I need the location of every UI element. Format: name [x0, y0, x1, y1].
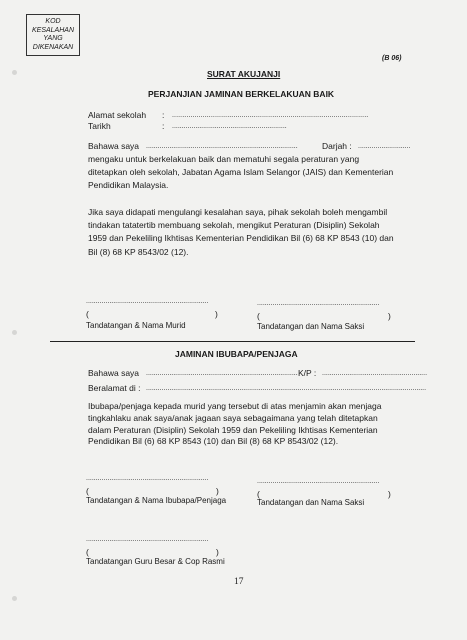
sig-murid-line[interactable]: ............................................................... [86, 298, 209, 305]
sig-saksi-line[interactable]: ............................................................... [257, 300, 380, 307]
sig-ibubapa-open-paren: ( [86, 486, 89, 496]
sig-saksi2-close-paren: ) [388, 489, 391, 499]
tarikh-label: Tarikh [88, 121, 111, 131]
sig-saksi-close-paren: ) [388, 311, 391, 321]
jaminan-paragraph [88, 401, 381, 448]
sig-guru-close-paren: ) [216, 547, 219, 557]
binder-hole [12, 70, 17, 75]
section-divider [50, 341, 415, 342]
bahawa-saya-label-2: Bahawa saya [88, 368, 140, 378]
nama-murid-field[interactable]: .............................................................................. [146, 143, 298, 150]
paragraph-line: Jika saya didapati mengulangi kesalahan saya, pihak sekolah boleh mengambil [88, 207, 388, 217]
kod-box-line: DIKENAKAN [32, 43, 74, 51]
paragraph-line: Pendidikan Bil (6) 68 KP 8543 (10) dan Bil (8) 68 KP 8543/02 (12). [88, 436, 339, 447]
paragraph-line: Bil (8) 68 KP 8543/02 (12). [88, 246, 189, 257]
sig-guru-line[interactable]: ............................................................... [86, 536, 209, 543]
paragraph-line: tindakan tatatertib membuang sekolah, mengikut Peraturan (Disiplin) Sekolah [88, 220, 380, 231]
paragraph-line: 1959 dan Pekeliling Ikhtisas Kementerian Pendidikan Bil (6) 68 KP 8543 (10) dan [88, 233, 394, 244]
sig-ibubapa-line[interactable]: ............................................................... [86, 475, 209, 482]
sig-saksi2-label: Tandatangan dan Nama Saksi [257, 498, 365, 507]
sig-saksi2-open-paren: ( [257, 489, 260, 499]
tarikh-colon: : [162, 121, 165, 131]
sig-saksi2-line[interactable]: ............................................................... [257, 478, 380, 485]
binder-hole [12, 596, 17, 601]
sig-guru-label: Tandatangan Guru Besar & Cop Rasmi [86, 557, 225, 566]
sig-ibubapa-close-paren: ) [216, 486, 219, 496]
form-code: (B 06) [382, 55, 402, 62]
darjah-label: Darjah : [322, 141, 352, 151]
aku-janji-paragraph [88, 153, 393, 193]
alamat-field[interactable]: ................................................................................................ [172, 112, 369, 119]
beralamat-field[interactable]: ................................................................................................................................................ [146, 385, 427, 392]
section2-title: JAMINAN IBUBAPA/PENJAGA [175, 349, 298, 359]
tindakan-paragraph [88, 206, 394, 259]
kod-box-line: YANG [43, 35, 63, 42]
alamat-label: Alamat sekolah [88, 110, 147, 120]
page-number: 17 [234, 577, 244, 587]
kod-box-line: KESALAHAN [31, 26, 75, 34]
sig-saksi-label: Tandatangan dan Nama Saksi [257, 322, 365, 331]
paragraph-line: dalam Peraturan (Disiplin) Sekolah 1959 dan Pekeliling Ikhtisas Kementerian [88, 424, 378, 435]
beralamat-label: Beralamat di : [88, 383, 141, 393]
paragraph-line: tingkahlaku anak saya/anak jagaan saya sebagaimana yang telah ditetapkan [88, 412, 378, 423]
sig-murid-label: Tandatangan & Nama Murid [86, 321, 186, 330]
kp-label: K/P : [298, 368, 317, 378]
document-title: SURAT AKUJANJI [207, 69, 281, 79]
paragraph-line: ditetapkan oleh sekolah, Jabatan Agama Islam Selangor (JAIS) dan Kementerian [88, 167, 394, 178]
sig-murid-open-paren: ( [86, 309, 89, 319]
tarikh-field[interactable]: ........................................................... [172, 123, 287, 130]
sig-murid-close-paren: ) [215, 309, 218, 319]
sig-ibubapa-label: Tandatangan & Nama Ibubapa/Penjaga [86, 496, 227, 505]
paragraph-line: Pendidikan Malaysia. [88, 180, 169, 191]
sig-guru-open-paren: ( [86, 547, 89, 557]
bahawa-saya-label: Bahawa saya [88, 141, 140, 151]
darjah-field[interactable]: ........................... [358, 143, 411, 150]
sig-saksi-open-paren: ( [257, 311, 260, 321]
alamat-colon: : [162, 110, 165, 120]
binder-hole [12, 330, 17, 335]
kp-field[interactable]: ...................................................... [322, 370, 428, 377]
paragraph-line: mengaku untuk berkelakuan baik dan mematuhi segala peraturan yang [88, 154, 360, 164]
document-subtitle: PERJANJIAN JAMINAN BERKELAKUAN BAIK [148, 89, 335, 99]
paragraph-line: Ibubapa/penjaga kepada murid yang tersebut di atas menjamin akan menjaga [88, 401, 382, 411]
kod-box-line: KOD [45, 18, 61, 25]
kod-kesalahan-box [26, 14, 80, 56]
nama-penjaga-field[interactable]: .............................................................................. [146, 370, 298, 377]
